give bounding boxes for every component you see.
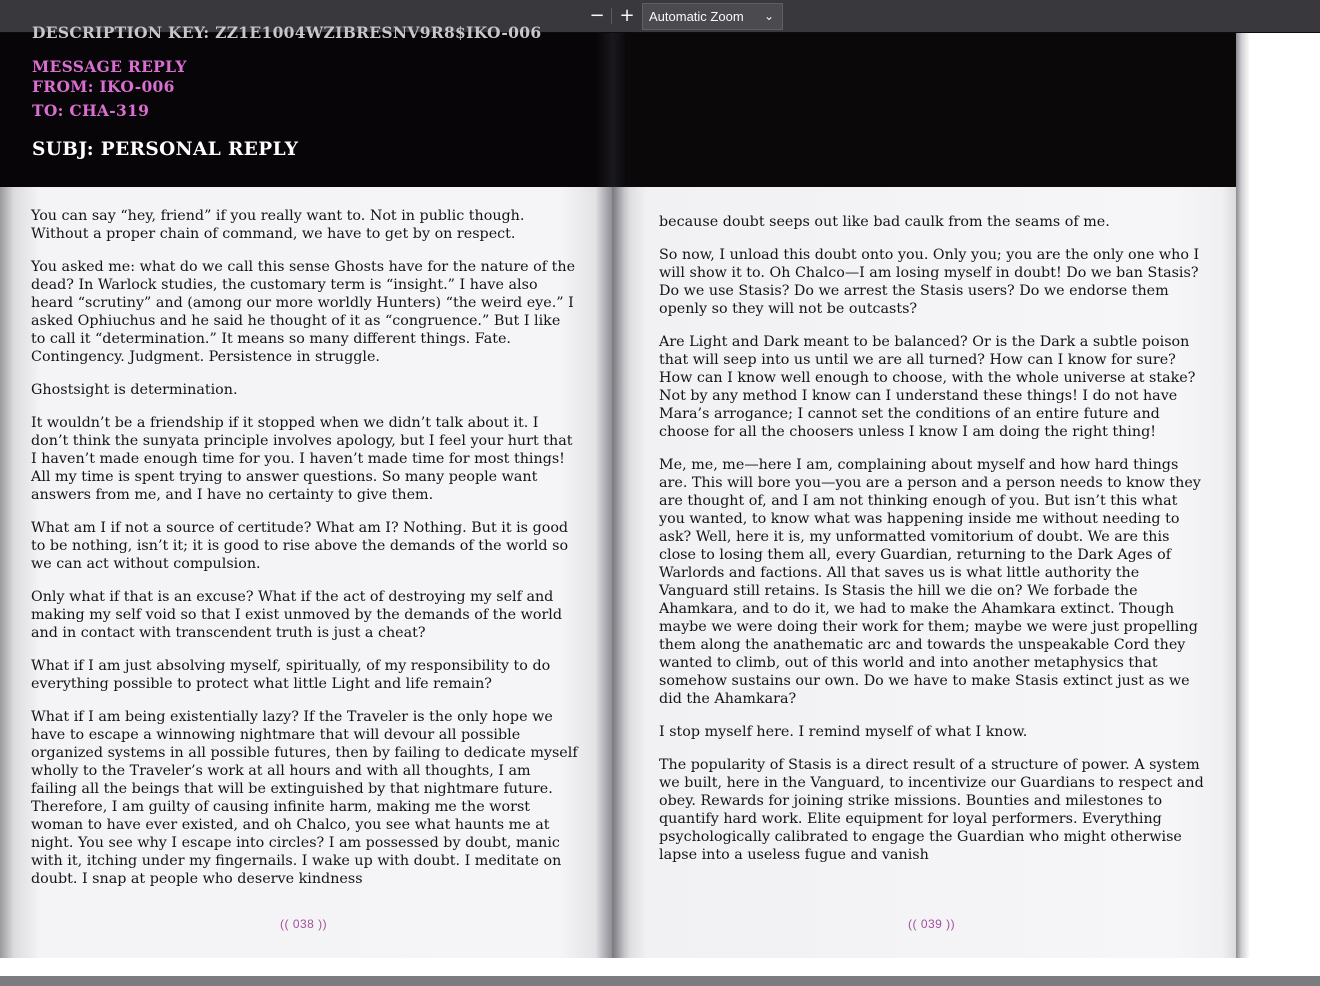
paragraph: You can say “hey, friend” if you really want to. Not in public though. Without a proper chain of command, we have to get by on respect. [31, 208, 525, 242]
left-page-text [31, 207, 579, 903]
paragraph: You asked me: what do we call this sense Ghosts have for the nature of the dead? In Warlock studies, the customary term is “insight.” I have also heard “scrutiny” and (among our more worldly Hunters) “the weird eye.” I asked Ophiuchus and he said he thought of it as “congruence.” But I like to call it “determination.” It means so many different things. Fate. Contingency. Judgment. Persistence in struggle. [31, 259, 576, 365]
zoom-select-label: Automatic Zoom [649, 9, 744, 24]
viewer-bottom-edge [0, 976, 1320, 986]
paragraph: I stop myself here. I remind myself of what I know. [659, 724, 1028, 740]
document-viewer[interactable] [0, 23, 1250, 958]
message-type-line: MESSAGE REPLY [32, 57, 187, 76]
zoom-out-button[interactable] [586, 5, 608, 27]
book-gutter [596, 33, 630, 958]
paragraph: Ghostsight is determination. [31, 382, 238, 398]
minus-icon: − [589, 5, 605, 26]
message-from-line: FROM: IKO-006 [32, 77, 175, 96]
toolbar-separator [611, 8, 612, 24]
cut-off-description-line: DESCRIPTION KEY: ZZ1E1004WZIBRESNV9R8$IKO-006 [32, 23, 542, 42]
left-page-number: (( 038 )) [280, 917, 328, 931]
paragraph: What if I am being existentially lazy? If the Traveler is the only hope we have to escape a winnowing nightmare that will devour all possible organized systems in all possible futures, then by failing to dedicate myself wholly to the Traveler’s work at all hours and with all thoughts, I am failing all the beings that will be extinguished by that nightmare future. Therefore, I am guilty of causing infinite harm, making me the worst woman to have ever existed, and oh Chalco, you see what haunts me at night. You see why I escape into circles? I am possessed by doubt, manic with it, itching under my fingernails. I wake up with doubt. I meditate on doubt. I snap at people who deserve kindness [31, 709, 578, 887]
paragraph: because doubt seeps out like bad caulk from the seams of me. [659, 214, 1110, 230]
zoom-select[interactable] [642, 3, 783, 30]
zoom-in-button[interactable] [616, 5, 638, 27]
paragraph: It wouldn’t be a friendship if it stopped when we didn’t talk about it. I don’t think the sunyata principle involves apology, but I feel your hurt that I haven’t made enough time for you. I haven’t made time for most things! All my time is spent trying to answer questions. So many people want answers from me, and I have no certainty to give them. [31, 415, 573, 503]
paragraph: What if I am just absolving myself, spiritually, of my responsibility to do everything possible to protect what little Light and life remain? [31, 658, 551, 692]
paragraph: Are Light and Dark meant to be balanced? Or is the Dark a subtle poison that will seep into us until we are all turned? How can I know for sure? How can I know well enough to choose, with the whole universe at stake? Not by any method I know can I understand these things! I do not have Mara’s arrogance; I cannot set the conditions of an entire future and choose for all the choosers unless I know I am doing the right thing! [659, 334, 1196, 440]
message-subject: SUBJ: PERSONAL REPLY [32, 139, 299, 160]
right-page-text [659, 213, 1207, 879]
paragraph: So now, I unload this doubt onto you. Only you; you are the only one who I will show it to. Oh Chalco—I am losing myself in doubt! Do we ban Stasis? Do we use Stasis? Do we arrest the Stasis users? Do we endorse them openly so they will not be outcasts? [659, 247, 1200, 317]
header-band-right [628, 33, 1236, 187]
chevron-down-icon: ⌄ [763, 9, 774, 23]
plus-icon: + [619, 5, 635, 26]
paragraph: The popularity of Stasis is a direct result of a structure of power. A system we built, here in the Vanguard, to incentivize our Guardians to respect and obey. Rewards for joining strike missions. Bounties and milestones to quantify hard work. Elite equipment for loyal performers. Everything psychologically calibrated to engage the Guardian who might otherwise lapse into a useless fugue and vanish [659, 757, 1204, 863]
paragraph: What am I if not a source of certitude? What am I? Nothing. But it is good to be nothing, isn’t it; it is good to rise above the demands of the world so we can act without compulsion. [31, 520, 569, 572]
message-to-line: TO: CHA-319 [32, 101, 150, 120]
paragraph: Only what if that is an excuse? What if the act of destroying my self and making my self void so that I exist unmoved by the demands of the world and in contact with transcendent truth is just a cheat? [31, 589, 563, 641]
page-edge [1236, 33, 1250, 958]
right-page-number: (( 039 )) [908, 917, 956, 931]
paragraph: Me, me, me—here I am, complaining about myself and how hard things are. This will bore you—you are a person and a person needs to know they are thought of, and I am not thinking enough of you. But isn’t this what you wanted, to know what was happening inside me without needing to ask? Well, here it is, my unformatted vomitorium of doubt. We are this close to losing them all, every Guardian, returning to the Dark Ages of Warlords and factions. All that saves us is what little authority the Vanguard still retains. Is Stasis the hill we die on? We forbade the Ahamkara, and to do it, we had to make the Ahamkara extinct. Though maybe we were doing their work for them; maybe we were just propelling them along the anathematic arc and towards the unspeakable Cord they wanted to climb, out of this world and into another metaphysics that somehow sustains our own. Do we have to make Stasis extinct just as we did the Ahamkara? [659, 457, 1201, 707]
